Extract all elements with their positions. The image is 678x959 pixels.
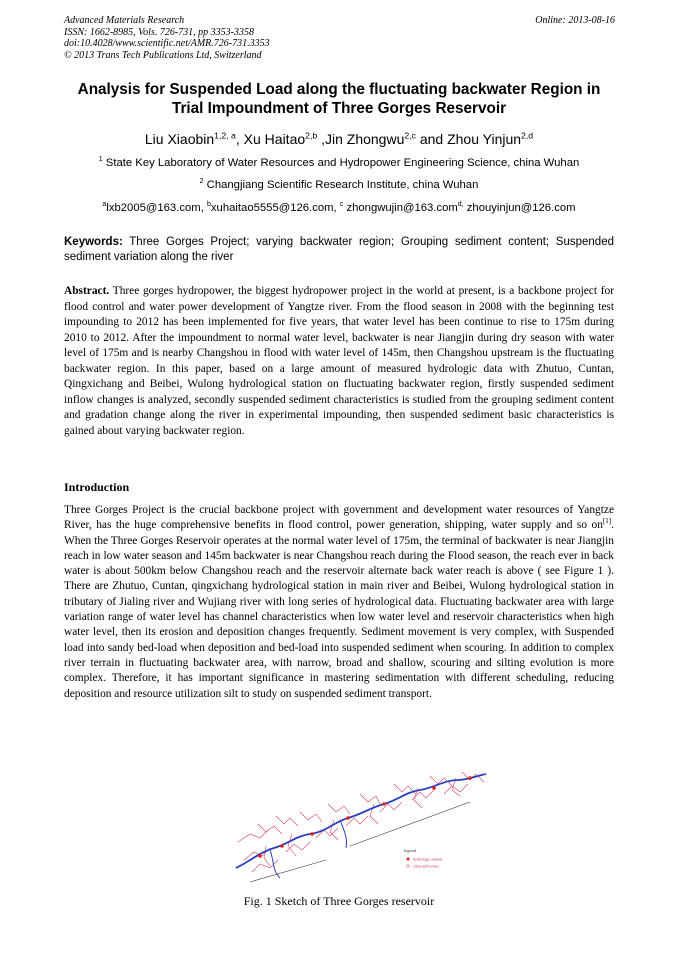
intro-text: Three Gorges Project is the crucial backbone project with government and development water resources of Yangtze River, has the huge comprehensive benefits in flood control, power generation, shipping, water supply and so on [64, 504, 614, 532]
email-address[interactable]: zhouyinjun@126.com [463, 202, 576, 214]
affiliation-1 [20, 157, 658, 169]
introduction-heading: Introduction [64, 480, 130, 494]
author-sup: 2,d [521, 130, 534, 141]
email-list [20, 202, 658, 214]
title-line-2: Trial Impoundment of Three Gorges Reservoir [171, 100, 507, 117]
doi-line: doi:10.4028/www.scientific.net/AMR.726-731.3353 [64, 38, 270, 49]
map-legend [404, 848, 442, 869]
abstract-text: Three gorges hydropower, the biggest hydropower project in the world at present, is a backbone project for flood control and water power development of Yangtze river. From the flood season in 2008 with the beginning test impounding to 2012 has been implemented for five years, that water level has been continue to rise to 175m during 2010 to 2012. After the impoundment to normal water level, backwater is near Jiangjin during dry season with water level of 175m and is nearby Changshou in flood with water level of 145m, then Changshou upstream is the fluctuating backwater region. In this paper, based on a large amount of measured hydrologic data with Zhutuo, Cuntan, Qingxichang and Beibei, Wulong hydrological station on fluctuating backwater region, firstly suspended sediment inflow changes is analyzed, secondly suspended sediment characteristics is studied from the grouping sediment content and gradation change along the river in experimental impounding, then suspended sediment basic characteristics is gained about varying backwater region. [64, 285, 614, 437]
author-name: Jin Zhongwu [324, 131, 405, 147]
affiliation-2 [20, 179, 658, 191]
affiliation-sup: 1 [98, 156, 103, 164]
author-name: Xu Haitao [243, 131, 306, 147]
copyright-line: © 2013 Trans Tech Publications Ltd, Switzerland [64, 49, 262, 61]
wujiang-river [340, 820, 347, 848]
legend-title: legend [404, 848, 416, 853]
author-sup: 1,2, a [214, 130, 236, 141]
author-sup: 2,b [305, 130, 318, 141]
legend-station-icon [407, 858, 410, 861]
title-line-1: Analysis for Suspended Load along the fluctuating backwater Region in [77, 81, 601, 98]
citation-ref[interactable]: [1] [602, 517, 612, 526]
affiliation-sup: 2 [199, 178, 204, 186]
figure-caption: Fig. 1 Sketch of Three Gorges reservoir [243, 894, 435, 908]
legend-city-icon [407, 865, 409, 867]
author-list [20, 131, 658, 147]
email-address[interactable]: zhongwujin@163.com [343, 202, 458, 214]
keywords-text: Three Gorges Project; varying backwater region; Grouping sediment content; Suspended sediment variation along the river [64, 236, 614, 263]
journal-header [64, 15, 270, 61]
paper-title [40, 80, 638, 118]
station-markers [258, 776, 472, 858]
reservoir-sketch-figure [230, 764, 490, 892]
author-sup: 2,c [404, 130, 416, 141]
email-address[interactable]: xuhaitao5555@126.com, [210, 202, 340, 214]
author-name: Zhou Yinjun [447, 131, 522, 147]
online-date: Online: 2013-08-16 [535, 15, 615, 26]
email-address[interactable]: lxb2005@163.com, [106, 202, 207, 214]
keywords-block [64, 235, 614, 265]
introduction-body [64, 503, 614, 702]
legend-city-label: cities and towns [413, 863, 439, 869]
reservoir-map [230, 764, 490, 892]
abstract-block [64, 284, 614, 439]
author-separator: and [415, 131, 448, 147]
author-separator: , [235, 131, 244, 147]
keywords-label: Keywords: [64, 236, 123, 248]
author-separator: , [317, 131, 325, 147]
backwater-arrow-lower [250, 860, 326, 882]
journal-name: Advanced Materials Research [64, 15, 185, 26]
backwater-arrow-upper [350, 802, 470, 846]
tributary-network [238, 772, 484, 872]
affiliation-text: Changjiang Scientific Research Institute, china Wuhan [203, 179, 479, 191]
author-name: Liu Xiaobin [144, 131, 215, 147]
introduction-paragraph [64, 503, 614, 702]
abstract-label: Abstract. [64, 285, 110, 297]
legend-station-label: hydrologic station [413, 856, 442, 862]
affiliation-text: State Key Laboratory of Water Resources and Hydropower Engineering Science, china Wuhan [102, 157, 580, 169]
main-river [236, 774, 486, 868]
email-sup: a [102, 201, 107, 209]
issn-line: ISSN: 1662-8985, Vols. 726-731, pp 3353-3358 [64, 26, 254, 38]
intro-text: . When the Three Gorges Reservoir operates at the normal water level of 175m, the terminal of backwater is near Jiangjin reach in low water season and 145m backwater is near Changshou reach during the Flood season, the reach ever in back water is about 500km below Changshou reach and the reservoir alternate back water reach is above ( see Figure 1 ). There are Zhutuo, Cuntan, qingxichang hydrological station in main river and Beibei, Wulong hydrological station in tributary of Jialing river and Wujiang river with long series of hydrological data. Fluctuating backwater area with large variation range of water level has channel characteristics when low water level and reservoir characteristics when high water level, then its erosion and deposition changes frequently. Sediment movement is very complex, with Suspended load into sandy bed-load when deposition and bed-load into suspended sediment when scouring. In addition to complex river terrain in fluctuating backwater area, with narrow, broad and shallow, scouring and silting evolution is more complex. Therefore, it has important significance in mastering sedimentation with different scheduling, reducing deposition and resource utilization silt to study on suspended sediment transport. [64, 519, 614, 700]
email-sup: d, [457, 201, 464, 209]
email-sup: c [339, 201, 344, 209]
email-sup: b [206, 201, 211, 209]
